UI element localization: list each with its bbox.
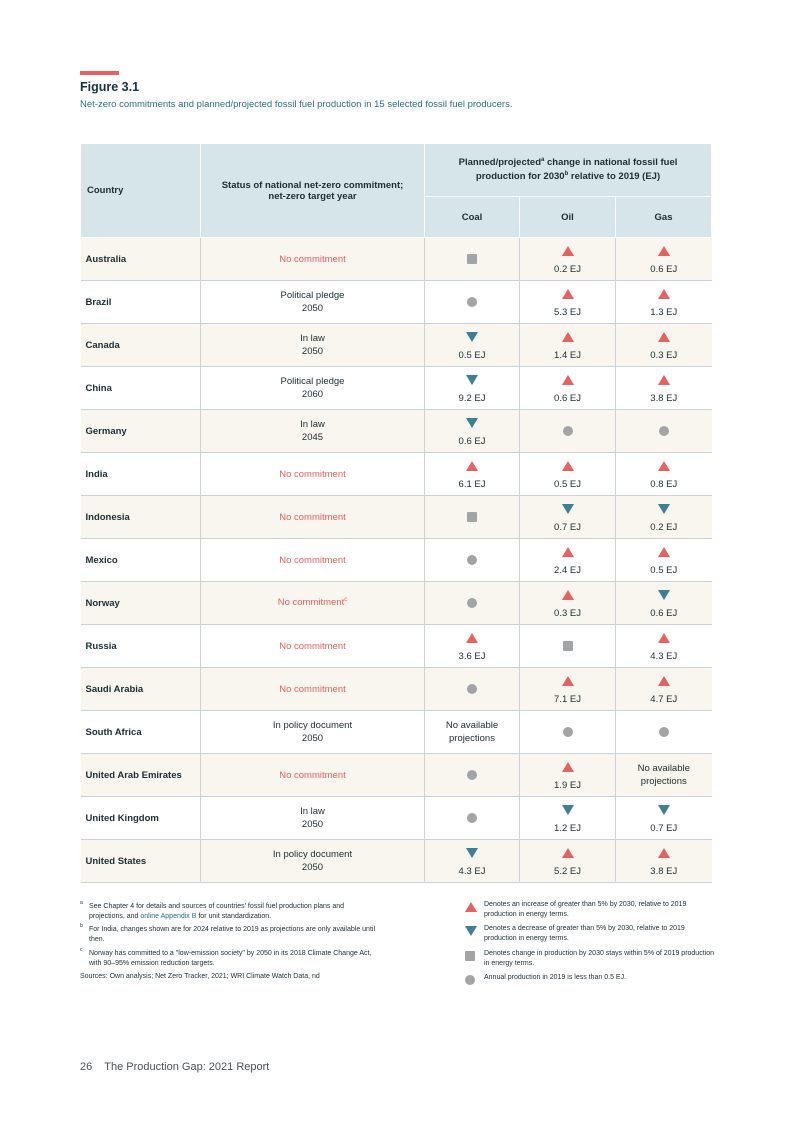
legend-item-increase	[465, 900, 715, 920]
oil-cell-content	[520, 625, 615, 667]
country-cell: Indonesia	[81, 496, 201, 539]
status-text: Political pledge	[280, 289, 345, 301]
table-row	[81, 367, 712, 410]
status-cell	[201, 539, 425, 582]
oil-cell-content	[520, 754, 615, 796]
status-cell	[201, 324, 425, 367]
coal-cell-content	[425, 410, 519, 452]
footnote-ref-c: c	[344, 597, 348, 604]
gas-value: 1.3 EJ	[650, 307, 678, 318]
target-year: 2050	[301, 862, 324, 873]
triangle-up-icon	[562, 590, 574, 600]
gas-cell-content	[616, 797, 712, 839]
footnotes	[80, 902, 380, 982]
triangle-down-icon	[658, 504, 670, 514]
oil-cell-content	[520, 496, 615, 538]
footnote-b-text: For India, changes shown are for 2024 relative to 2019 as projections are only available until then.	[89, 926, 376, 944]
legend	[465, 900, 715, 995]
status-text: Political pledge	[280, 375, 345, 387]
square-icon	[467, 254, 477, 264]
oil-cell-content	[520, 840, 615, 882]
country-cell: South Africa	[81, 711, 201, 754]
legend-low-production-text: Annual production in 2019 is less than 0.5 EJ.	[484, 973, 627, 981]
header-change-mid: change in national fossil fuel production for 2030	[475, 157, 678, 183]
circle-icon	[465, 975, 475, 985]
gas-cell	[616, 711, 712, 754]
footnote-a-marker: a	[80, 900, 83, 906]
status-text: In law	[300, 332, 325, 344]
oil-value: 0.7 EJ	[554, 522, 581, 533]
square-icon	[563, 641, 573, 651]
gas-cell	[616, 324, 712, 367]
triangle-up-icon	[466, 633, 478, 643]
appendix-link[interactable]: online Appendix B	[140, 913, 197, 921]
triangle-up-icon	[658, 461, 670, 471]
page-footer	[80, 1061, 269, 1073]
oil-value: 7.1 EJ	[554, 694, 581, 705]
triangle-up-icon	[562, 332, 574, 342]
oil-value: 0.6 EJ	[554, 393, 581, 404]
coal-cell-content	[425, 453, 519, 495]
target-year: 2050	[301, 733, 324, 744]
gas-cell-content	[616, 625, 712, 667]
oil-value: 2.4 EJ	[554, 565, 581, 576]
coal-value: 0.6 EJ	[458, 436, 486, 447]
footnote-a-text-1: See Chapter 4 for details and sources of countries' fossil fuel production plans and projections, and	[89, 903, 345, 921]
target-year: 2045	[301, 432, 324, 443]
footnote-a-text-2: for unit standardization.	[196, 913, 272, 921]
table-row	[81, 281, 712, 324]
triangle-down-icon	[465, 926, 477, 936]
circle-icon	[467, 813, 477, 823]
gas-cell-content	[616, 668, 712, 710]
gas-value: 0.3 EJ	[650, 350, 678, 361]
oil-cell-content	[520, 410, 615, 452]
country-cell: Norway	[81, 582, 201, 625]
status-cell	[201, 668, 425, 711]
oil-cell	[520, 668, 616, 711]
coal-cell-content	[425, 668, 519, 710]
footnote-ref-b: b	[564, 171, 569, 177]
legend-item-decrease	[465, 924, 715, 944]
gas-cell	[616, 668, 712, 711]
coal-cell	[425, 582, 520, 625]
legend-item-low-production	[465, 973, 715, 991]
triangle-down-icon	[466, 418, 478, 428]
triangle-up-icon	[562, 848, 574, 858]
oil-cell-content	[520, 367, 615, 409]
coal-cell-content	[425, 840, 519, 882]
coal-cell-content	[425, 582, 519, 624]
triangle-up-icon	[658, 332, 670, 342]
gas-value: 0.5 EJ	[650, 565, 678, 576]
oil-cell-content	[520, 324, 615, 366]
coal-cell	[425, 539, 520, 582]
oil-cell	[520, 797, 616, 840]
coal-value: 4.3 EJ	[458, 866, 486, 877]
gas-cell	[616, 238, 712, 281]
country-cell: United States	[81, 840, 201, 883]
header-coal: Coal	[425, 197, 520, 238]
oil-value: 0.2 EJ	[554, 264, 581, 275]
gas-cell	[616, 582, 712, 625]
coal-cell	[425, 453, 520, 496]
country-cell: Germany	[81, 410, 201, 453]
no-projections-text: No available projections	[445, 720, 499, 745]
gas-cell	[616, 367, 712, 410]
oil-cell-content	[520, 453, 615, 495]
circle-icon	[659, 426, 669, 436]
coal-cell	[425, 496, 520, 539]
coal-cell-content	[425, 367, 519, 409]
circle-icon	[563, 727, 573, 737]
gas-value: 0.2 EJ	[650, 522, 678, 533]
oil-value: 5.2 EJ	[554, 866, 581, 877]
triangle-down-icon	[562, 504, 574, 514]
status-cell	[201, 238, 425, 281]
footnote-c-marker: c	[80, 946, 83, 953]
oil-cell-content	[520, 238, 615, 280]
sources-note: Sources: Own analysis; Net Zero Tracker, 2021; WRI Climate Watch Data, nd	[80, 972, 320, 980]
header-change-suffix: relative to 2019 (EJ)	[568, 171, 661, 183]
triangle-down-icon	[466, 332, 478, 342]
oil-cell-content	[520, 539, 615, 581]
gas-cell-content	[616, 582, 712, 624]
status-text: In policy document	[272, 719, 353, 731]
circle-icon	[467, 598, 477, 608]
status-text: No commitment	[277, 597, 345, 609]
gas-value: 0.6 EJ	[650, 608, 678, 619]
oil-cell	[520, 582, 616, 625]
gas-cell	[616, 797, 712, 840]
coal-value: 9.2 EJ	[458, 393, 486, 404]
coal-cell-content	[425, 754, 519, 796]
square-icon	[467, 512, 477, 522]
country-cell: Mexico	[81, 539, 201, 582]
triangle-down-icon	[466, 848, 478, 858]
header-status-label: Status of national net-zero commitment; net-zero target year	[221, 179, 404, 202]
status-text: No commitment	[279, 640, 346, 652]
status-cell	[201, 797, 425, 840]
triangle-up-icon	[658, 633, 670, 643]
gas-cell-content	[616, 711, 712, 753]
country-cell: United Arab Emirates	[81, 754, 201, 797]
coal-value: 0.5 EJ	[458, 350, 486, 361]
coal-cell	[425, 410, 520, 453]
oil-cell	[520, 840, 616, 883]
oil-cell-content	[520, 281, 615, 323]
triangle-down-icon	[466, 375, 478, 385]
status-text: No commitment	[279, 511, 346, 523]
oil-cell	[520, 281, 616, 324]
legend-stable-text: Denotes change in production by 2030 stays within 5% of 2019 production in energy terms.	[484, 949, 714, 967]
status-cell	[201, 711, 425, 754]
status-cell	[201, 840, 425, 883]
coal-cell	[425, 281, 520, 324]
target-year: 2050	[301, 346, 324, 357]
table-row	[81, 625, 712, 668]
country-cell: India	[81, 453, 201, 496]
gas-cell-content	[616, 840, 712, 882]
oil-cell	[520, 367, 616, 410]
status-cell	[201, 754, 425, 797]
header-oil: Oil	[520, 197, 616, 238]
triangle-up-icon	[658, 289, 670, 299]
coal-cell	[425, 668, 520, 711]
oil-cell	[520, 711, 616, 754]
gas-value: 3.8 EJ	[650, 393, 678, 404]
legend-item-stable	[465, 949, 715, 969]
table-row	[81, 238, 712, 281]
square-icon	[465, 951, 475, 961]
country-cell: Australia	[81, 238, 201, 281]
gas-value: 0.7 EJ	[650, 823, 678, 834]
table-row	[81, 324, 712, 367]
table-row	[81, 453, 712, 496]
coal-value: 3.6 EJ	[458, 651, 486, 662]
coal-cell-content	[425, 711, 519, 753]
gas-cell-content	[616, 324, 712, 366]
country-cell: Brazil	[81, 281, 201, 324]
status-cell	[201, 453, 425, 496]
gas-cell-content	[616, 238, 712, 280]
header-status	[201, 144, 425, 238]
gas-cell-content	[616, 754, 712, 796]
target-year: 2050	[301, 819, 324, 830]
status-text: No commitment	[279, 468, 346, 480]
legend-decrease-text: Denotes a decrease of greater than 5% by 2030, relative to 2019 production in energy terms.	[484, 925, 685, 943]
gas-cell-content	[616, 539, 712, 581]
status-cell	[201, 410, 425, 453]
coal-cell-content	[425, 496, 519, 538]
footnote-c	[80, 946, 380, 969]
coal-cell	[425, 625, 520, 668]
gas-value: 4.7 EJ	[650, 694, 678, 705]
no-projections-text: No available projections	[637, 763, 690, 788]
triangle-up-icon	[562, 246, 574, 256]
coal-value: 6.1 EJ	[458, 479, 486, 490]
gas-cell-content	[616, 281, 712, 323]
triangle-up-icon	[658, 676, 670, 686]
oil-cell	[520, 539, 616, 582]
triangle-up-icon	[562, 762, 574, 772]
gas-cell	[616, 281, 712, 324]
table-row	[81, 410, 712, 453]
status-text: No commitment	[279, 253, 346, 265]
gas-cell	[616, 840, 712, 883]
page-number: 26	[80, 1061, 93, 1073]
triangle-down-icon	[562, 805, 574, 815]
figure-title: Figure 3.1	[80, 80, 140, 94]
header-country: Country	[81, 144, 201, 238]
triangle-up-icon	[658, 375, 670, 385]
country-cell: Canada	[81, 324, 201, 367]
gas-value: 4.3 EJ	[650, 651, 678, 662]
coal-cell-content	[425, 797, 519, 839]
header-change	[425, 144, 712, 197]
table-row	[81, 840, 712, 883]
figure-caption: Net-zero commitments and planned/projected fossil fuel production in 15 selected fossil fuel producers.	[80, 99, 513, 110]
triangle-up-icon	[658, 246, 670, 256]
report-title: The Production Gap: 2021 Report	[104, 1061, 270, 1073]
oil-cell	[520, 324, 616, 367]
country-cell: Russia	[81, 625, 201, 668]
oil-cell	[520, 410, 616, 453]
footnote-b	[80, 925, 380, 945]
triangle-down-icon	[658, 590, 670, 600]
coal-cell	[425, 238, 520, 281]
gas-value: 0.6 EJ	[650, 264, 678, 275]
table-row	[81, 496, 712, 539]
triangle-down-icon	[658, 805, 670, 815]
circle-icon	[467, 297, 477, 307]
coal-cell-content	[425, 238, 519, 280]
oil-cell	[520, 625, 616, 668]
oil-value: 1.4 EJ	[554, 350, 581, 361]
table-row	[81, 539, 712, 582]
coal-cell	[425, 711, 520, 754]
gas-value: 3.8 EJ	[650, 866, 678, 877]
circle-icon	[467, 770, 477, 780]
oil-cell	[520, 453, 616, 496]
coal-cell	[425, 840, 520, 883]
footnote-a	[80, 902, 380, 922]
coal-cell-content	[425, 625, 519, 667]
coal-cell	[425, 367, 520, 410]
oil-cell-content	[520, 711, 615, 753]
accent-bar	[80, 71, 119, 75]
status-text: No commitment	[279, 554, 346, 566]
coal-cell-content	[425, 539, 519, 581]
gas-cell-content	[616, 410, 712, 452]
circle-icon	[467, 555, 477, 565]
footnote-b-marker: b	[80, 923, 83, 930]
gas-cell	[616, 453, 712, 496]
triangle-up-icon	[562, 461, 574, 471]
legend-increase-text: Denotes an increase of greater than 5% by 2030, relative to 2019 production in energy terms.	[484, 901, 687, 919]
gas-cell	[616, 754, 712, 797]
country-cell: Saudi Arabia	[81, 668, 201, 711]
status-cell	[201, 281, 425, 324]
gas-value: 0.8 EJ	[650, 479, 678, 490]
status-cell	[201, 496, 425, 539]
triangle-up-icon	[658, 848, 670, 858]
gas-cell-content	[616, 496, 712, 538]
table-row	[81, 711, 712, 754]
triangle-up-icon	[658, 547, 670, 557]
net-zero-table	[80, 143, 712, 883]
status-cell	[201, 625, 425, 668]
triangle-up-icon	[562, 375, 574, 385]
table-row	[81, 797, 712, 840]
table-body	[81, 238, 712, 883]
gas-cell	[616, 496, 712, 539]
coal-cell	[425, 754, 520, 797]
triangle-up-icon	[562, 676, 574, 686]
status-cell	[201, 582, 425, 625]
circle-icon	[467, 684, 477, 694]
status-text: In law	[300, 418, 325, 430]
country-cell: United Kingdom	[81, 797, 201, 840]
coal-cell	[425, 324, 520, 367]
triangle-up-icon	[465, 902, 477, 912]
gas-cell	[616, 410, 712, 453]
oil-value: 5.3 EJ	[554, 307, 581, 318]
circle-icon	[659, 727, 669, 737]
triangle-up-icon	[466, 461, 478, 471]
status-text: No commitment	[279, 769, 346, 781]
oil-cell-content	[520, 797, 615, 839]
gas-cell-content	[616, 453, 712, 495]
footnote-ref-a: a	[541, 157, 545, 164]
oil-value: 1.9 EJ	[554, 780, 581, 791]
oil-cell	[520, 496, 616, 539]
target-year: 2050	[301, 303, 324, 314]
gas-cell-content	[616, 367, 712, 409]
table-row	[81, 668, 712, 711]
status-text: In law	[300, 805, 325, 817]
triangle-up-icon	[562, 289, 574, 299]
oil-cell-content	[520, 582, 615, 624]
status-text: In policy document	[272, 848, 353, 860]
country-cell: China	[81, 367, 201, 410]
header-gas: Gas	[616, 197, 712, 238]
status-text: No commitment	[279, 683, 346, 695]
table-row	[81, 582, 712, 625]
footnote-c-text: Norway has committed to a "low-emission society" by 2050 in its 2018 Climate Change Act, with 90–95% emission reduction targets.	[89, 949, 372, 967]
coal-cell-content	[425, 324, 519, 366]
oil-value: 1.2 EJ	[554, 823, 581, 834]
oil-value: 0.5 EJ	[554, 479, 581, 490]
triangle-up-icon	[562, 547, 574, 557]
gas-cell	[616, 625, 712, 668]
header-change-prefix: Planned/projected	[458, 157, 541, 169]
circle-icon	[563, 426, 573, 436]
table-row	[81, 754, 712, 797]
coal-cell-content	[425, 281, 519, 323]
oil-cell-content	[520, 668, 615, 710]
gas-cell	[616, 539, 712, 582]
oil-cell	[520, 754, 616, 797]
oil-cell	[520, 238, 616, 281]
coal-cell	[425, 797, 520, 840]
status-cell	[201, 367, 425, 410]
target-year: 2060	[301, 389, 324, 400]
oil-value: 0.3 EJ	[554, 608, 581, 619]
